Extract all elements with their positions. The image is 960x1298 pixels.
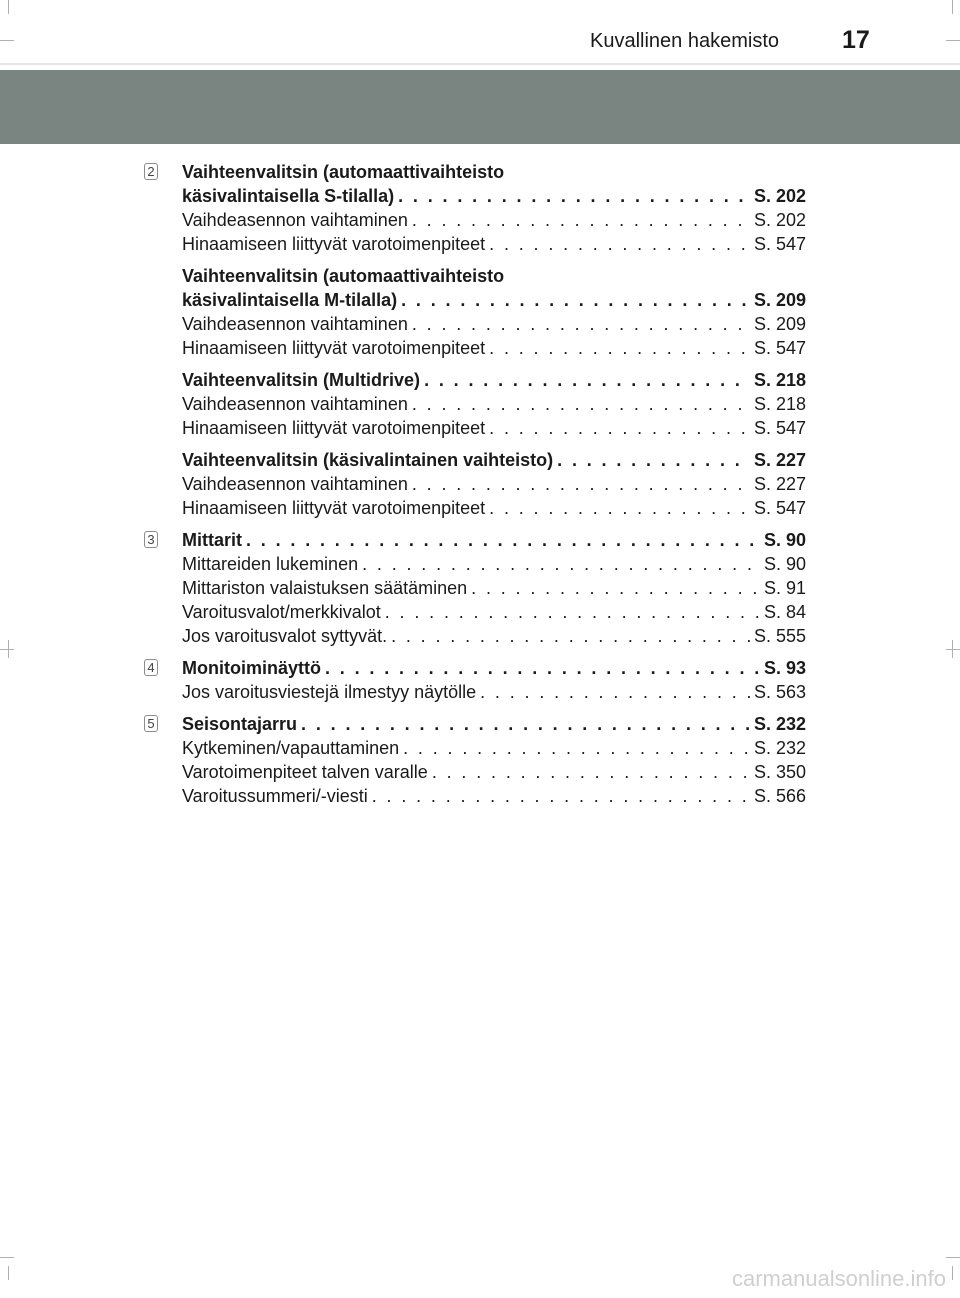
entry-heading-line[interactable] xyxy=(182,184,806,208)
sub-entry[interactable] xyxy=(182,208,806,232)
index-section xyxy=(147,656,806,704)
crop-mark xyxy=(946,649,960,650)
leader-dots xyxy=(480,680,750,704)
page-ref: S. 227 xyxy=(753,474,806,494)
entry-heading: Vaihteenvalitsin (käsivalintainen vaihteisto) xyxy=(182,450,554,470)
entry-heading-line[interactable] xyxy=(182,528,806,552)
crop-mark xyxy=(8,1266,9,1280)
page-ref: S. 547 xyxy=(753,498,806,518)
page-header-title: Kuvallinen hakemisto xyxy=(590,30,779,52)
leader-dots xyxy=(385,600,760,624)
header-divider xyxy=(0,63,960,65)
page-ref: S. 555 xyxy=(753,626,806,646)
index-section xyxy=(147,528,806,648)
entry-heading-line[interactable] xyxy=(182,656,806,680)
index-entry xyxy=(182,264,806,360)
sub-entry[interactable] xyxy=(182,232,806,256)
index-entry xyxy=(182,528,806,648)
page-ref: S. 202 xyxy=(753,186,806,206)
page-ref: S. 84 xyxy=(763,602,806,622)
index-content xyxy=(147,160,806,816)
leader-dots xyxy=(557,448,750,472)
index-entry xyxy=(182,712,806,808)
sub-entry-label: Varoitusvalot/merkkivalot xyxy=(182,602,381,622)
section-marker: 5 xyxy=(144,715,158,732)
sub-entry[interactable] xyxy=(182,576,806,600)
sub-entry-label: Mittariston valaistuksen säätäminen xyxy=(182,578,468,598)
sub-entry[interactable] xyxy=(182,496,806,520)
leader-dots xyxy=(412,392,750,416)
section-banner xyxy=(0,70,960,144)
sub-entry-label: Varoitussummeri/-viesti xyxy=(182,786,368,806)
index-section xyxy=(147,712,806,808)
page-ref: S. 202 xyxy=(753,210,806,230)
page-ref: S. 547 xyxy=(753,234,806,254)
leader-dots xyxy=(424,368,750,392)
sub-entry-label: Jos varoitusvalot syttyvät. xyxy=(182,626,388,646)
section-marker: 4 xyxy=(144,659,158,676)
page-ref: S. 90 xyxy=(763,554,806,574)
entry-heading: Mittarit xyxy=(182,530,242,550)
sub-entry[interactable] xyxy=(182,552,806,576)
sub-entry-label: Vaihdeasennon vaihtaminen xyxy=(182,394,408,414)
sub-entry-label: Vaihdeasennon vaihtaminen xyxy=(182,314,408,334)
leader-dots xyxy=(398,184,750,208)
sub-entry-label: Jos varoitusviestejä ilmestyy näytölle xyxy=(182,682,477,702)
index-section xyxy=(147,160,806,520)
page-ref: S. 232 xyxy=(753,714,806,734)
page-ref: S. 563 xyxy=(753,682,806,702)
page-ref: S. 209 xyxy=(753,290,806,310)
leader-dots xyxy=(372,784,750,808)
sub-entry-label: Mittareiden lukeminen xyxy=(182,554,359,574)
crop-mark xyxy=(0,40,14,41)
crop-mark xyxy=(8,0,9,14)
sub-entry-label: Hinaamiseen liittyvät varotoimenpiteet xyxy=(182,498,486,518)
page-ref: S. 218 xyxy=(753,370,806,390)
page-ref: S. 232 xyxy=(753,738,806,758)
crop-mark xyxy=(952,1266,953,1280)
entry-heading: Vaihteenvalitsin (Multidrive) xyxy=(182,370,421,390)
sub-entry[interactable] xyxy=(182,312,806,336)
crop-mark xyxy=(946,1257,960,1258)
sub-entry[interactable] xyxy=(182,680,806,704)
entry-heading: Seisontajarru xyxy=(182,714,298,734)
crop-mark xyxy=(8,640,9,658)
sub-entry-label: Varotoimenpiteet talven varalle xyxy=(182,762,428,782)
page-ref: S. 547 xyxy=(753,418,806,438)
entry-heading-line[interactable] xyxy=(182,448,806,472)
leader-dots xyxy=(489,496,750,520)
index-entry xyxy=(182,448,806,520)
entry-heading: Vaihteenvalitsin (automaattivaihteisto xyxy=(182,266,505,286)
page-ref: S. 350 xyxy=(753,762,806,782)
sub-entry-label: Vaihdeasennon vaihtaminen xyxy=(182,474,408,494)
leader-dots xyxy=(391,624,750,648)
page-ref: S. 90 xyxy=(763,530,806,550)
sub-entry-label: Kytkeminen/vapauttaminen xyxy=(182,738,400,758)
sub-entry[interactable] xyxy=(182,472,806,496)
leader-dots xyxy=(489,336,750,360)
sub-entry[interactable] xyxy=(182,760,806,784)
sub-entry-label: Hinaamiseen liittyvät varotoimenpiteet xyxy=(182,338,486,358)
sub-entry[interactable] xyxy=(182,600,806,624)
sub-entry[interactable] xyxy=(182,416,806,440)
page-ref: S. 91 xyxy=(763,578,806,598)
crop-mark xyxy=(952,0,953,14)
sub-entry[interactable] xyxy=(182,392,806,416)
section-marker: 3 xyxy=(144,531,158,548)
sub-entry[interactable] xyxy=(182,736,806,760)
entry-heading-line[interactable] xyxy=(182,368,806,392)
entry-heading: Vaihteenvalitsin (automaattivaihteisto xyxy=(182,162,505,182)
leader-dots xyxy=(412,472,750,496)
crop-mark xyxy=(952,640,953,658)
watermark: carmanualsonline.info xyxy=(731,1266,946,1291)
leader-dots xyxy=(489,232,750,256)
entry-heading: käsivalintaisella M-tilalla) xyxy=(182,290,398,310)
leader-dots xyxy=(401,288,750,312)
entry-heading: Monitoiminäyttö xyxy=(182,658,321,678)
sub-entry-label: Vaihdeasennon vaihtaminen xyxy=(182,210,408,230)
page-ref: S. 218 xyxy=(753,394,806,414)
leader-dots xyxy=(412,312,750,336)
crop-mark xyxy=(0,649,14,650)
leader-dots xyxy=(471,576,760,600)
entry-heading: käsivalintaisella S-tilalla) xyxy=(182,186,395,206)
sub-entry[interactable] xyxy=(182,624,806,648)
page-ref: S. 566 xyxy=(753,786,806,806)
sub-entry-label: Hinaamiseen liittyvät varotoimenpiteet xyxy=(182,418,486,438)
leader-dots xyxy=(403,736,750,760)
index-entry xyxy=(182,656,806,704)
sub-entry[interactable] xyxy=(182,784,806,808)
page-ref: S. 209 xyxy=(753,314,806,334)
crop-mark xyxy=(946,40,960,41)
leader-dots xyxy=(362,552,760,576)
leader-dots xyxy=(412,208,750,232)
sub-entry[interactable] xyxy=(182,336,806,360)
page-ref: S. 93 xyxy=(763,658,806,678)
leader-dots xyxy=(325,656,760,680)
leader-dots xyxy=(432,760,750,784)
entry-heading-line[interactable] xyxy=(182,712,806,736)
section-marker: 2 xyxy=(144,163,158,180)
page-ref: S. 547 xyxy=(753,338,806,358)
leader-dots xyxy=(489,416,750,440)
crop-mark xyxy=(0,1257,14,1258)
leader-dots xyxy=(301,712,750,736)
leader-dots xyxy=(246,528,760,552)
entry-heading-line[interactable] xyxy=(182,288,806,312)
index-entry xyxy=(182,368,806,440)
page-ref: S. 227 xyxy=(753,450,806,470)
page-number: 17 xyxy=(842,26,870,54)
index-entry xyxy=(182,160,806,256)
sub-entry-label: Hinaamiseen liittyvät varotoimenpiteet xyxy=(182,234,486,254)
